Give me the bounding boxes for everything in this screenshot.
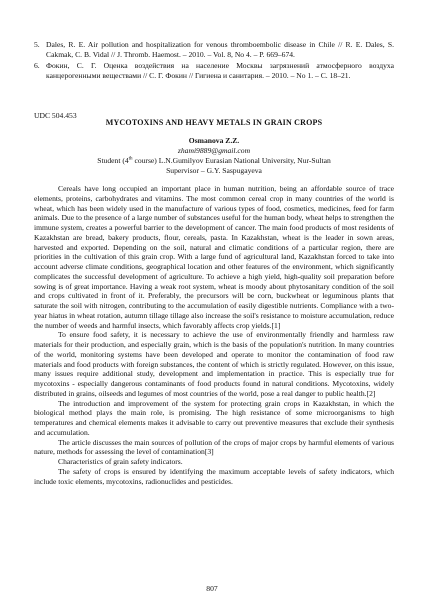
author-affiliation <box>34 156 394 166</box>
reference-list <box>34 40 394 82</box>
reference-text: Фокин, С. Г. Оценка воздействия на население Москвы загрязнений атмосферного воздуха канцерогенными веществами // С. Г. Фокин // Гигиена и санитария. – 2010. – No 1. – С. 18–21. <box>46 61 394 80</box>
body-paragraph: To ensure food safety, it is necessary to achieve the use of environmentally friendly and harmless raw materials for their production, and especially grain, which is the basis of the population's nutrition. In many countries of the world, monitoring systems have been developed and operate to monitor the contamination of food raw materials and food products with foreign substances, the content of which is strictly regulated. However, on this issue, many issues require additional study, development and implementation in practice. This is especially true for mycotoxins - especially dangerous contaminants of food products found in natural conditions. Mycotoxins, widely distributed in grains, oilseeds and legumes of most countries of the world, pose a real danger to public health.[2] <box>34 330 394 398</box>
author-email: zhami9889@gmail.com <box>177 146 251 155</box>
body-paragraph: The introduction and improvement of the system for protecting grain crops in Kazakhstan, in which the biological method plays the main role, is promising. The high resistance of some microorganisms to high temperatures and chemical elements makes it advisable to carry out preventive measures that exclude their synthesis and accumulation. <box>34 398 394 437</box>
affiliation-post: course) L.N.Gumilyov Eurasian National University, Nur-Sultan <box>132 156 331 165</box>
reference-number: 6. <box>34 61 40 70</box>
body-paragraph: The safety of crops is ensured by identifying the maximum acceptable levels of safety indicators, which include toxic elements, mycotoxins, radionuclides and pesticides. <box>34 466 394 486</box>
author-block <box>34 136 394 176</box>
author-name: Osmanova Z.Z. <box>188 136 240 145</box>
reference-item <box>34 40 394 60</box>
article-body <box>34 184 394 486</box>
body-paragraph: Cereals have long occupied an important place in human nutrition, being an affordable source of trace elements, proteins, carbohydrates and vitamins. The most common cereal crop in many countries of the world is wheat, which has been widely used in the manufacture of various types of food, cosmetics, medicines, feed for farm animals. Due to the presence of a large number of substances useful for the human body, wheat helps to strengthen the immune system, creates a powerful barrier to the development of cancer. The main food products of most residents of Kazakhstan are bread, bakery products, flour, cereals, pasta. In Kazakhstan, wheat is the leader in sown areas, harvested and exported. Depending on the soil, natural and climatic conditions of a particular region, there are priorities in the cultivation of this grain crop. With a large fund of agricultural land, Kazakhstan forced to take into account adverse climate conditions, geographical location and other features of the environment, which significantly complicates the successful development of agriculture. To achieve a high yield, high-quality soil preparation before sowing is of great importance. Having a weak root system, wheat is moody about phytosanitary condition of the soil and crops cultivated in front of it. Preferably, the precursors will be corn, buckwheat or leguminous plants that saturate the soil with nitrogen, contributing to the accumulation of easily digestible nutrients. Compliance with a two-year hiatus in wheat rotation, autumn tillage tillage also increase the soil's resistance to moisture accumulation, reduce the number of weeds and harmful insects, which favorably affects crop yields.[1] <box>34 184 394 330</box>
affiliation-sup: th <box>128 156 133 162</box>
reference-text: Dales, R. E. Air pollution and hospitalization for venous thromboembolic disease in Chile // R. E. Dales, S. Cakmak, C. B. Vidal // J. Thromb. Haemost. – 2010. – Vol. 8, No 4. – P. 669–674. <box>46 40 394 59</box>
affiliation-pre: Student (4 <box>97 156 129 165</box>
article-title: MYCOTOXINS AND HEAVY METALS IN GRAIN CROPS <box>105 118 323 127</box>
udc-code: UDC 504.453 <box>34 111 77 120</box>
body-paragraph: The article discusses the main sources of pollution of the crops of major crops by harmful elements of various nature, methods for assessing the level of contamination[3] <box>34 437 394 457</box>
body-paragraph: Characteristics of grain safety indicators. <box>58 457 183 466</box>
reference-number: 5. <box>34 40 40 49</box>
supervisor-line: Supervisor – G.Y. Saspugayeva <box>166 166 262 175</box>
reference-item <box>34 61 394 81</box>
page-number: 807 <box>206 584 218 593</box>
